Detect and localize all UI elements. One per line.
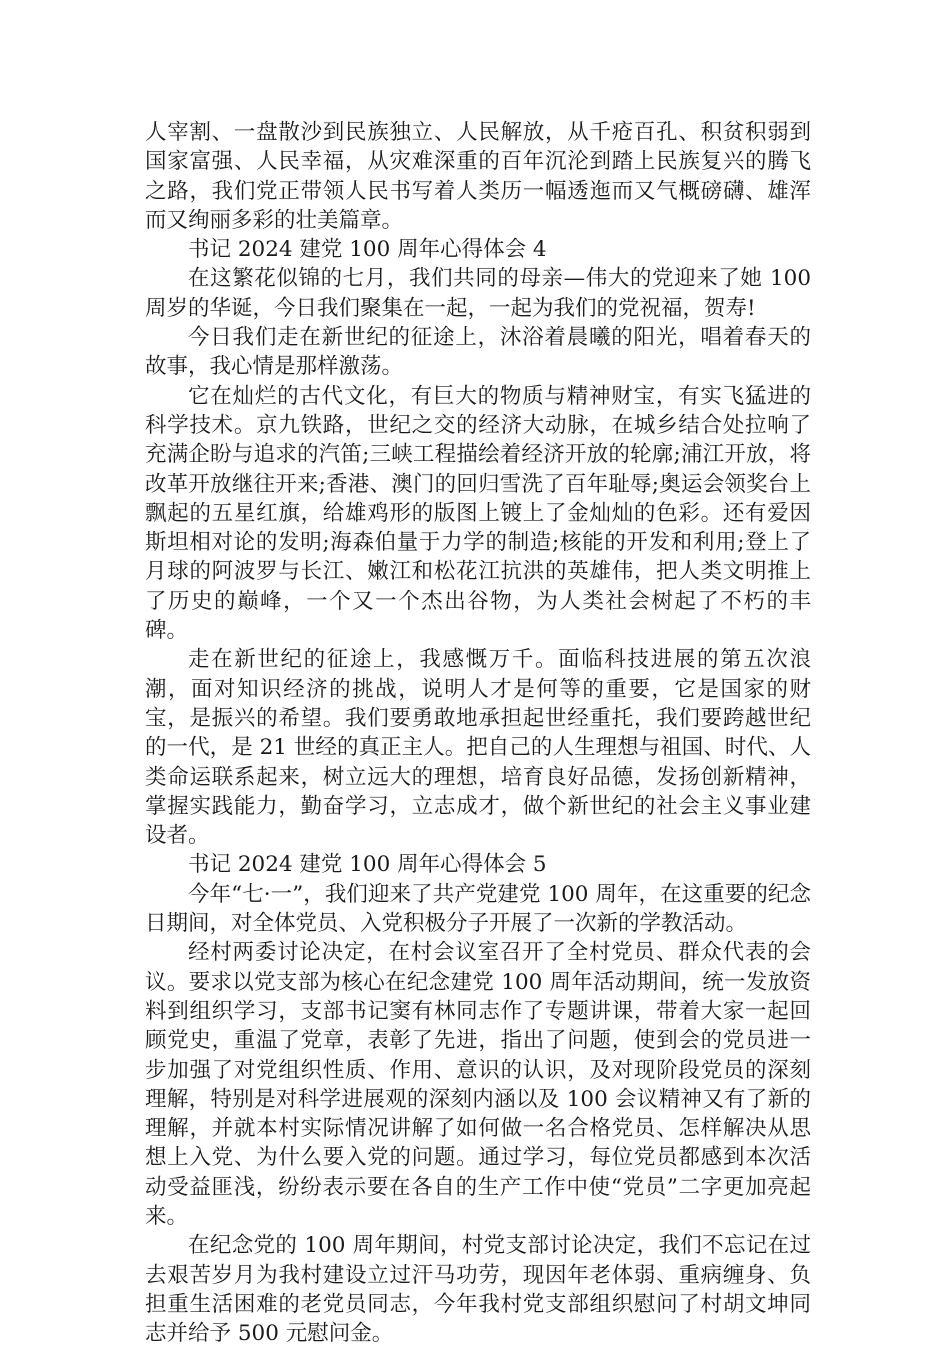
paragraph: 经村两委讨论决定，在村会议室召开了全村党员、群众代表的会议。要求以党支部为核心在纪念建党 100 周年活动期间，统一发放资料到组织学习，支部书记窦有林同志作了专题讲课，带着大家一起回顾党史，重温了党章，表彰了先进，指出了问题，使到会的党员进一步加强了对党组织性质、作用、意识的认识，及对现阶段党员的深刻理解，特别是对科学进展观的深刻内涵以及 100 会议精神又有了新的理解，并就本村实际情况讲解了如何做一名合格党员、怎样解决从思想上入党、为什么要入党的问题。通过学习，每位党员都感到本次活动受益匪浅，纷纷表示要在各自的生产工作中使“党员”二字更加亮起来。	[145, 940, 811, 1229]
paragraph: 在这繁花似锦的七月，我们共同的母亲—伟大的党迎来了她 100 周岁的华诞，今日我们聚集在一起，一起为我们的党祝福，贺寿!	[145, 266, 811, 321]
paragraph: 它在灿烂的古代文化，有巨大的物质与精神财宝，有实飞猛进的科学技术。京九铁路，世纪之交的经济大动脉，在城乡结合处拉响了充满企盼与追求的汽笛;三峡工程描绘着经济开放的轮廓;浦江开放，将改革开放继往开来;香港、澳门的回归雪洗了百年耻辱;奥运会领奖台上飘起的五星红旗，给雄鸡形的版图上镀上了金灿灿的色彩。还有爱因斯坦相对论的发明;海森伯量于力学的制造;核能的开发和利用;登上了月球的阿波罗与长江、嫩江和松花江抗洪的英雄伟，把人类文明推上了历史的巅峰，一个又一个杰出谷物，为人类社会树起了不朽的丰碑。	[145, 383, 811, 644]
document-body	[145, 118, 811, 1348]
paragraph: 在纪念党的 100 周年期间，村党支部讨论决定，我们不忘记在过去艰苦岁月为我村建设立过汗马功劳，现因年老体弱、重病缠身、负担重生活困难的老党员同志，今年我村党支部组织慰问了村胡文坤同志并给予 500 元慰问金。	[145, 1233, 811, 1347]
section-heading-5: 书记 2024 建党 100 周年心得体会 5	[188, 852, 547, 878]
section-heading-4: 书记 2024 建党 100 周年心得体会 4	[188, 237, 547, 263]
paragraph: 走在新世纪的征途上，我感慨万千。面临科技进展的第五次浪潮，面对知识经济的挑战，说明人才是何等的重要，它是国家的财宝，是振兴的希望。我们要勇敢地承担起世经重托，我们要跨越世纪的一代，是 21 世经的真正主人。把自己的人生理想与祖国、时代、人类命运联系起来，树立远大的理想，培育良好品德，发扬创新精神，掌握实践能力，勤奋学习，立志成才，做个新世纪的社会主义事业建设者。	[145, 647, 811, 849]
paragraph-continued: 人宰割、一盘散沙到民族独立、人民解放，从千疮百孔、积贫积弱到国家富强、人民幸福，从灾难深重的百年沉沦到踏上民族复兴的腾飞之路，我们党正带领人民书写着人类历一幅透迤而又气概磅礴、雄浑而又绚丽多彩的壮美篇章。	[145, 120, 811, 233]
paragraph: 今年“七·一”，我们迎来了共产党建党 100 周年，在这重要的纪念日期间，对全体党员、入党积极分子开展了一次新的学教活动。	[145, 881, 811, 937]
paragraph: 今日我们走在新世纪的征途上，沐浴着晨曦的阳光，唱着春天的故事，我心情是那样激荡。	[145, 325, 811, 380]
